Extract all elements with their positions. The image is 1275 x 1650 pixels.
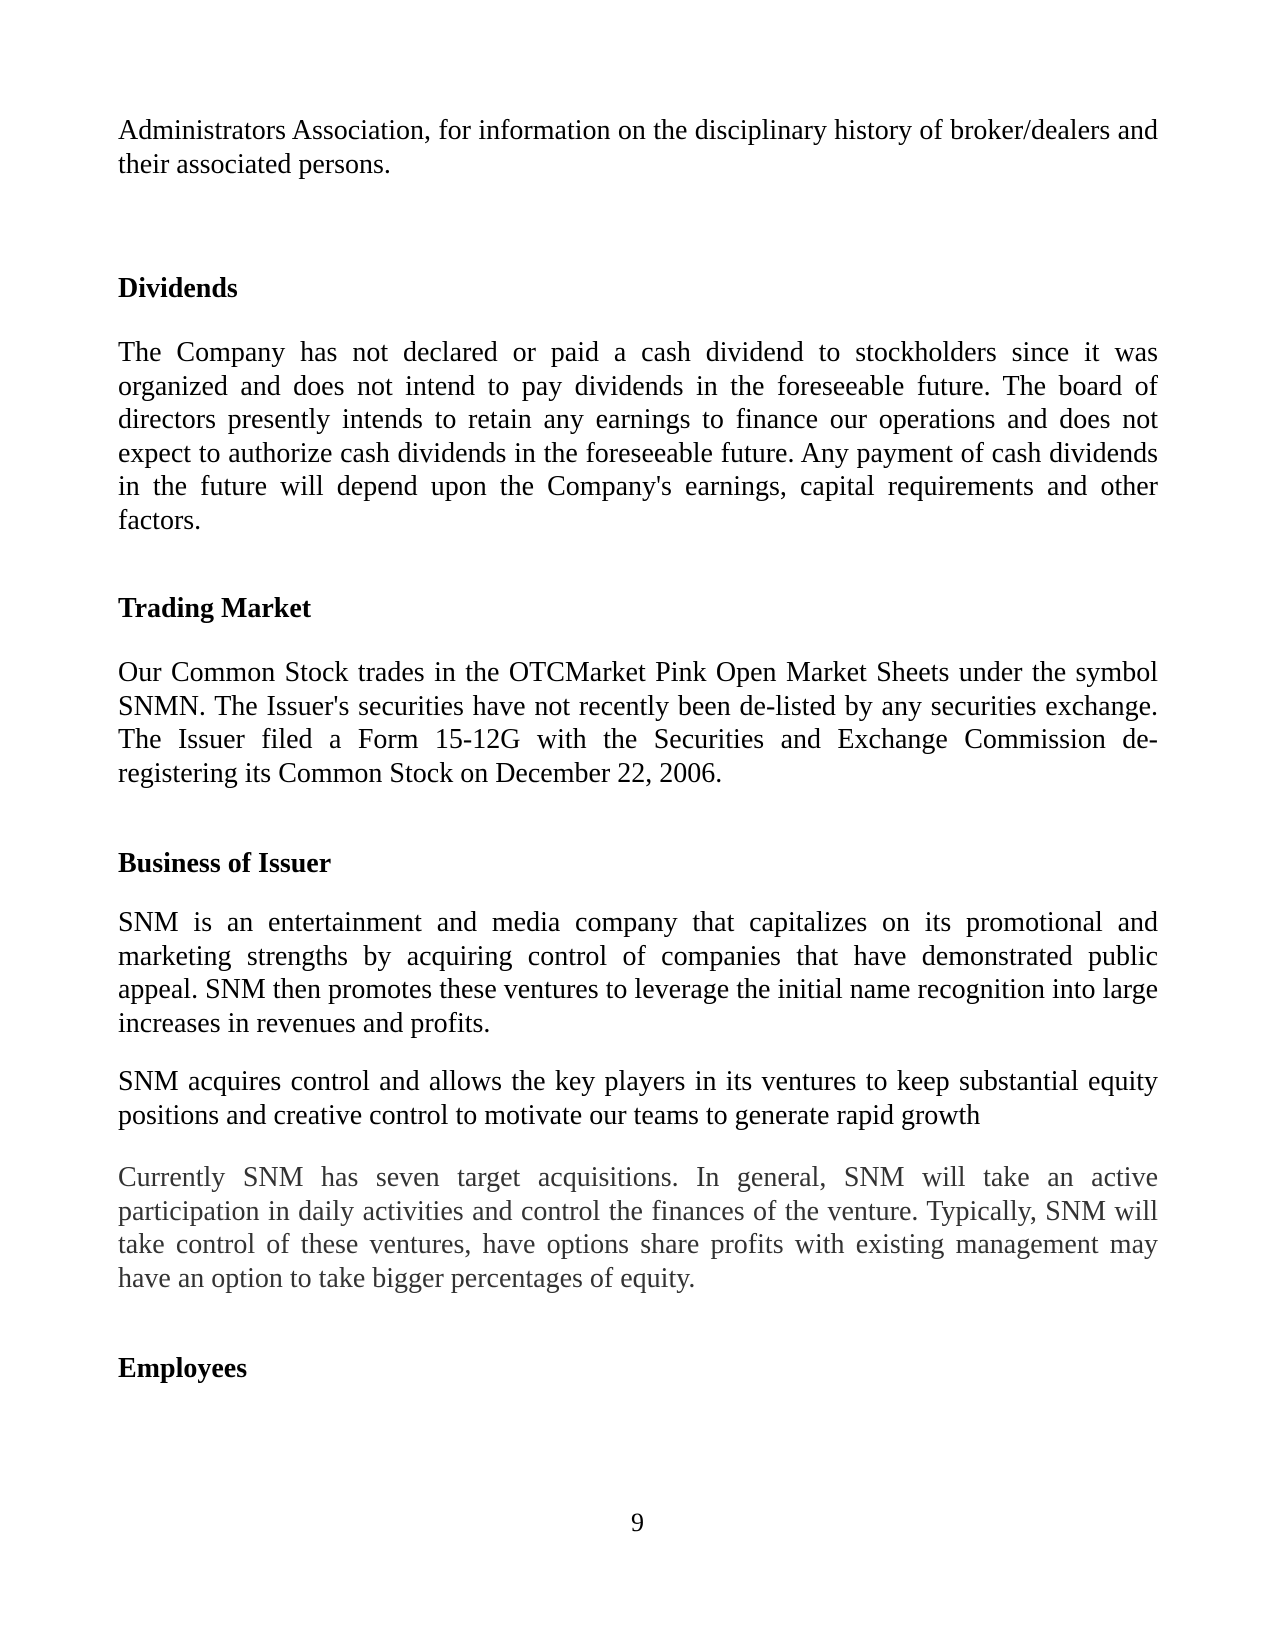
dividends-paragraph: The Company has not declared or paid a cash dividend to stockholders since it was organized and does not intend to pay dividends in the foreseeable future. The board of directors presently intends to retain any earnings to finance our operations and does not expect to authorize cash dividends in the foreseeable future. Any payment of cash dividends in the future will depend upon the Company's earnings, capital requirements and other factors. [118,337,1158,536]
employees-heading: Employees [118,1353,248,1384]
page-number: 9 [631,1508,644,1537]
business-of-issuer-heading: Business of Issuer [118,848,332,879]
business-paragraph-1: SNM is an entertainment and media company that capitalizes on its promotional and marketing strengths by acquiring control of companies that have demonstrated public appeal. SNM then promotes these ventures to leverage the initial name recognition into large increases in revenues and profits. [118,907,1158,1039]
business-paragraph-3: Currently SNM has seven target acquisitions. In general, SNM will take an active participation in daily activities and control the finances of the venture. Typically, SNM will take control of these ventures, have options share profits with existing management may have an option to take bigger percentages of equity. [118,1162,1158,1294]
business-paragraph-2: SNM acquires control and allows the key players in its ventures to keep substantial equity positions and creative control to motivate our teams to generate rapid growth [118,1066,1158,1131]
dividends-heading: Dividends [118,273,238,304]
trading-market-paragraph: Our Common Stock trades in the OTCMarket Pink Open Market Sheets under the symbol SNMN. The Issuer's securities have not recently been de-listed by any securities exchange. The Issuer filed a Form 15-12G with the Securities and Exchange Commission de-registering its Common Stock on December 22, 2006. [118,657,1158,789]
trading-market-heading: Trading Market [118,593,312,624]
intro-paragraph: Administrators Association, for information on the disciplinary history of broker/dealers and their associated persons. [118,115,1158,180]
